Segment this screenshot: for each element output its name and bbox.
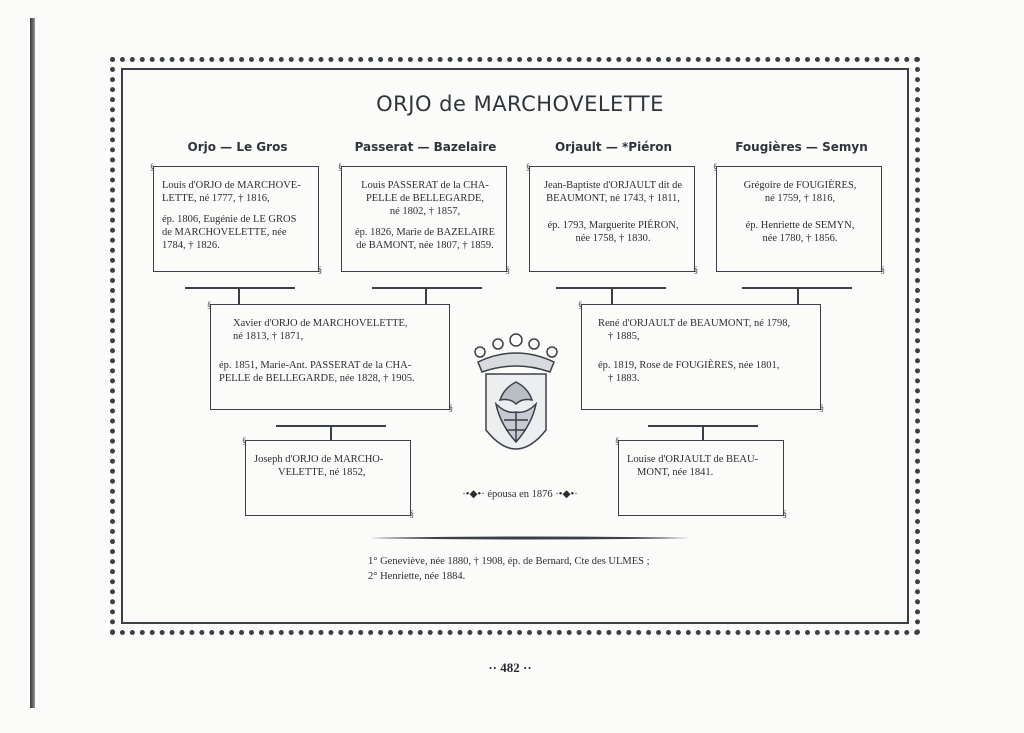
box-line: de MARCHOVELETTE, née [162, 227, 287, 238]
box-line: † 1883. [608, 373, 640, 384]
box-line: § Xavier d'ORJO de MARCHOVELETTE, [233, 318, 408, 329]
child-entry: 1° Geneviève, née 1880, † 1908, ép. de Bernard, Cte des ULMES ; [368, 556, 650, 567]
connector-stem [797, 287, 799, 304]
connector-stem [611, 287, 613, 304]
family-heading-fougieres: Fougières — Semyn [735, 140, 868, 154]
connector-line [372, 287, 482, 289]
box-line: § Grégoire de FOUGIÈRES, [743, 180, 857, 191]
family-heading-passerat: Passerat — Bazelaire [354, 140, 497, 154]
scan-edge [30, 18, 35, 708]
genealogy-box-xavier [210, 304, 450, 410]
box-line: VELETTE, né 1852, [278, 467, 366, 478]
connector-stem [425, 287, 427, 304]
genealogy-box-rene [581, 304, 821, 410]
children-list [368, 554, 650, 584]
box-line: né 1813, † 1871, [233, 331, 304, 342]
separator-rule [370, 536, 690, 540]
box-line: § Louis PASSERAT de la CHA- [361, 180, 489, 191]
ornament-icon: ·· [519, 660, 532, 675]
ornament-icon: ·· [488, 660, 501, 675]
child-entry: 2° Henriette, née 1884. [368, 571, 466, 582]
box-line: § Louise d'ORJAULT de BEAU- [627, 454, 759, 465]
genealogy-box-orjault [529, 166, 695, 272]
page-number [480, 660, 540, 676]
family-heading-orjault: Orjault — *Piéron [554, 140, 673, 154]
genealogy-box-fougieres [716, 166, 882, 272]
coat-of-arms-icon [466, 330, 566, 470]
espousal-note [450, 488, 590, 500]
family-heading-orjo: Orjo — Le Gros [187, 140, 288, 154]
box-line: § Jean-Baptiste d'ORJAULT dit de [543, 180, 683, 191]
box-line: née 1780, † 1856. [762, 233, 838, 244]
genealogy-box-passerat [341, 166, 507, 272]
box-line: PELLE de BELLEGARDE, née 1828, † 1905. [219, 373, 415, 384]
genealogy-box-orjo [153, 166, 319, 272]
espousal-text: épousa en 1876 [487, 489, 553, 500]
box-line: ép. Henriette de SEMYN, [745, 220, 855, 231]
box-line: § Louis d'ORJO de MARCHOVE- [162, 180, 301, 191]
box-line: § René d'ORJAULT de BEAUMONT, né 1798, [598, 318, 791, 329]
box-line: 1784, † 1826. [162, 240, 220, 251]
connector-stem [238, 287, 240, 304]
page-number-value: 482 [500, 660, 520, 675]
genealogy-box-louise [618, 440, 784, 516]
page-title: ORJO de MARCHOVELETTE [376, 92, 664, 116]
ornament-left-icon: ·•◆•· [462, 489, 488, 500]
box-line: BEAUMONT, né 1743, † 1811, [546, 193, 680, 204]
connector-line [185, 287, 295, 289]
box-line: PELLE de BELLEGARDE, [365, 193, 485, 204]
box-line: ép. 1826, Marie de BAZELAIRE [355, 227, 495, 238]
box-line: § Joseph d'ORJO de MARCHO- [254, 454, 384, 465]
genealogy-box-joseph [245, 440, 411, 516]
connector-stem [702, 425, 704, 440]
box-line: MONT, née 1841. [637, 467, 714, 478]
box-line: ép. 1806, Eugénie de LE GROS [162, 214, 297, 225]
box-line: né 1802, † 1857, [389, 206, 461, 217]
box-line: né 1759, † 1816, [764, 193, 836, 204]
box-line: ép. 1819, Rose de FOUGIÈRES, née 1801, [598, 360, 780, 371]
box-line: ép. 1851, Marie-Ant. PASSERAT de la CHA- [219, 360, 412, 371]
box-line: LETTE, né 1777, † 1816, [162, 193, 270, 204]
box-line: ép. 1793, Marguerite PIÉRON, [547, 220, 679, 231]
box-line: † 1885, [608, 331, 640, 342]
ornament-right-icon: ·•◆•· [552, 489, 578, 500]
box-line: de BAMONT, née 1807, † 1859. [356, 240, 494, 251]
box-line: née 1758, † 1830. [575, 233, 651, 244]
connector-stem [330, 425, 332, 440]
